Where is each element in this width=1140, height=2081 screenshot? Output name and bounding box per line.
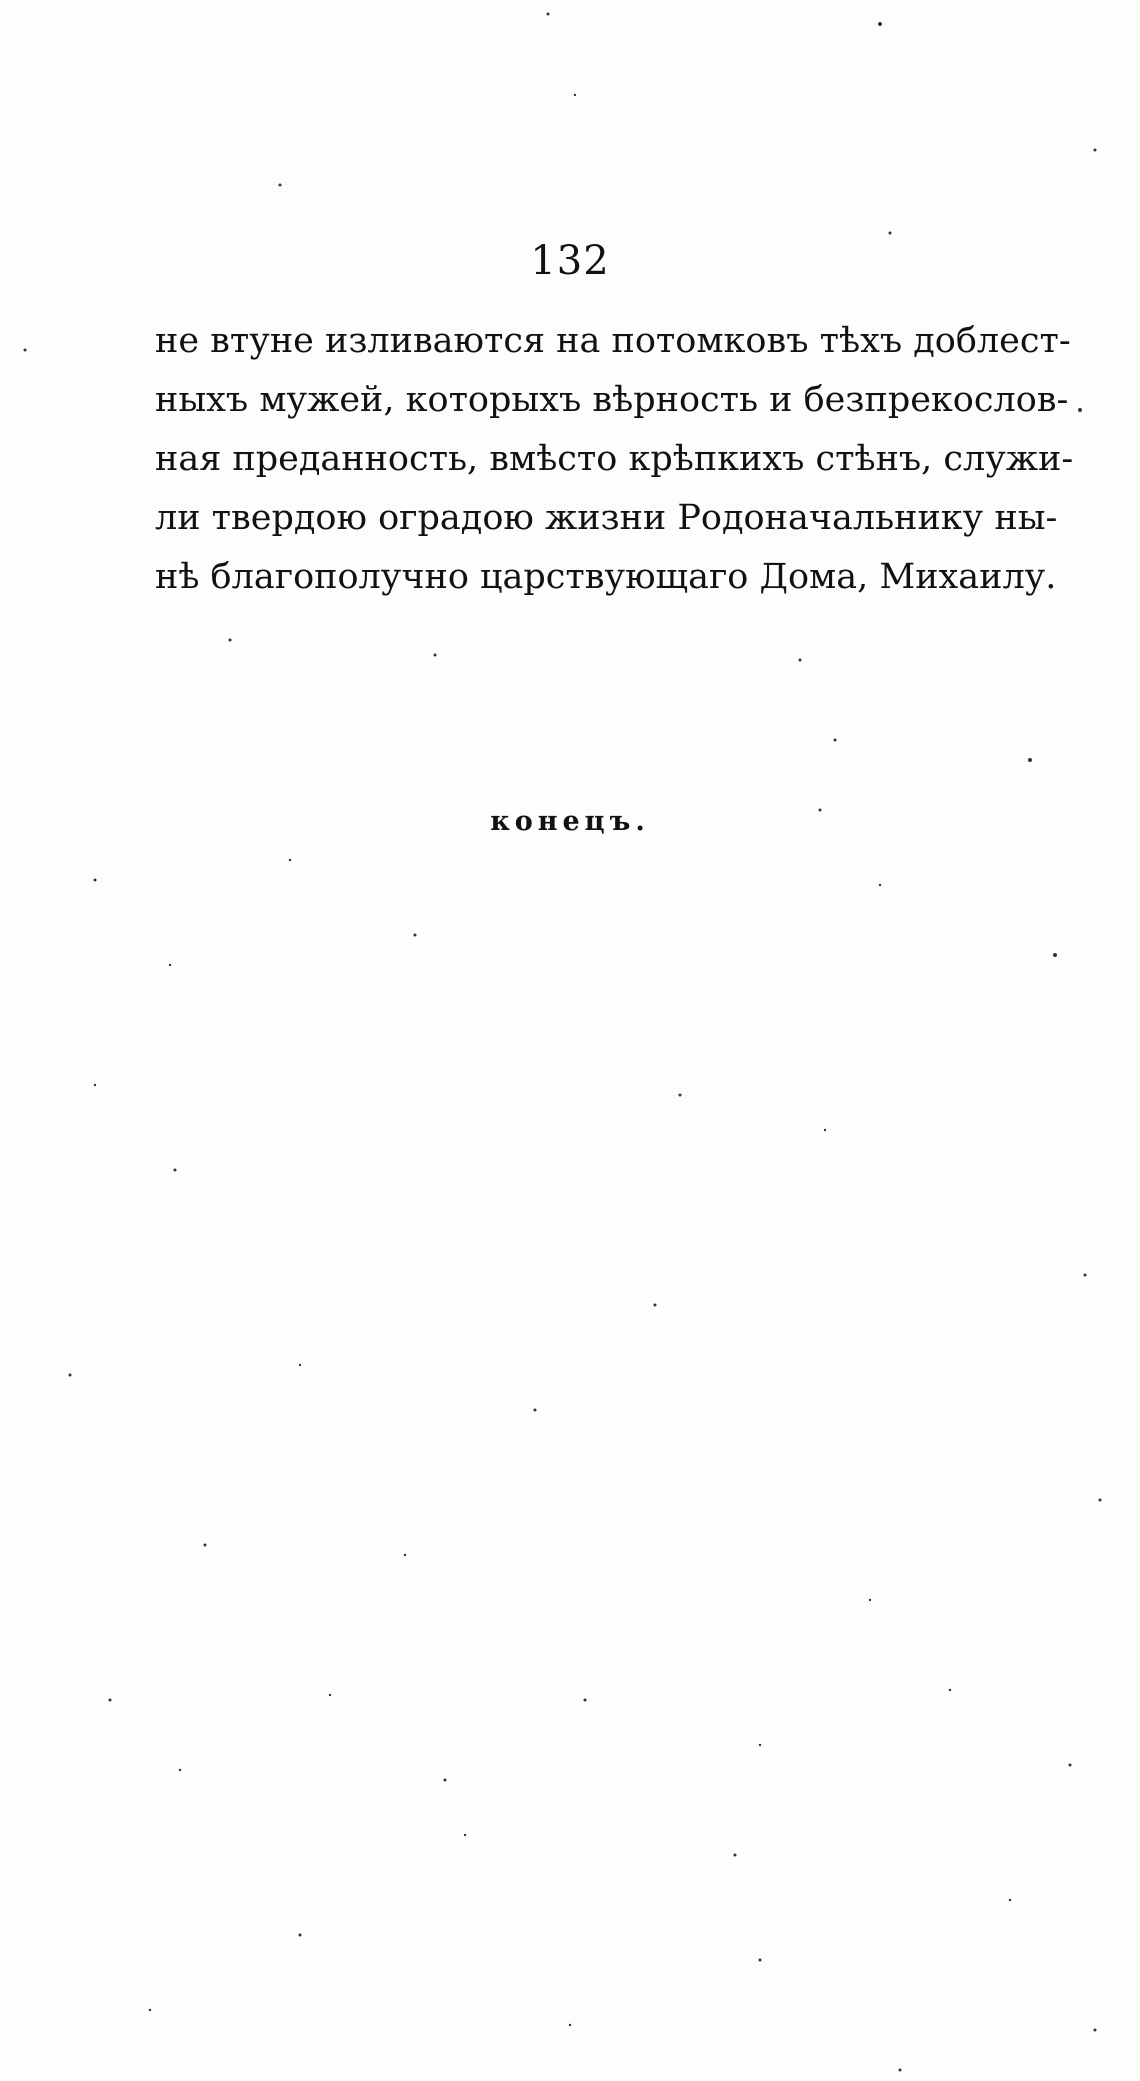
text-line: не втуне изливаются на потомковъ тѣхъ доблест-: [155, 321, 1071, 361]
text-line: ли твердою оградою жизни Родоначальнику ны-: [155, 498, 1058, 538]
text-line: нѣ благополучно царствующаго Дома, Михаилу.: [155, 557, 1057, 597]
text-line: ная преданность, вмѣсто крѣпкихъ стѣнъ, служи-: [155, 439, 1074, 479]
text-line: ныхъ мужей, которыхъ вѣрность и безпрекослов-: [155, 380, 1069, 420]
page-number: 132: [530, 238, 610, 284]
body-text: [155, 312, 1074, 607]
ending-label: конецъ.: [490, 806, 650, 837]
